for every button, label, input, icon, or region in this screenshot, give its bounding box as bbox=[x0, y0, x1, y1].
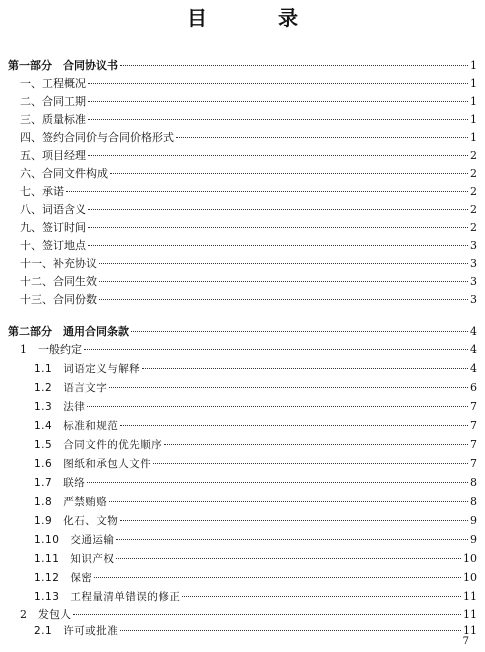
toc-label: 二、合同工期 bbox=[20, 95, 86, 108]
leader-dots bbox=[153, 463, 468, 464]
toc-entry[interactable] bbox=[34, 512, 477, 530]
page-title: 目 录 bbox=[187, 6, 330, 30]
toc-label: 十、签订地点 bbox=[20, 239, 86, 252]
toc-entry[interactable] bbox=[20, 129, 477, 147]
toc-label: 2.1 许可或批准 bbox=[34, 625, 119, 637]
leader-dots bbox=[131, 331, 468, 332]
toc-page-number: 8 bbox=[470, 476, 477, 489]
toc-label: 1.11 知识产权 bbox=[34, 553, 115, 565]
toc-page-number: 2 bbox=[470, 167, 477, 180]
toc-page-number: 1 bbox=[470, 95, 477, 108]
toc-entry[interactable] bbox=[34, 436, 477, 454]
leader-dots bbox=[120, 520, 468, 521]
toc-page-number: 3 bbox=[470, 275, 477, 288]
toc-label: 1.2 语言文字 bbox=[34, 382, 108, 394]
toc-entry[interactable] bbox=[20, 201, 477, 219]
toc-entry[interactable] bbox=[34, 455, 477, 473]
toc-label: 1.5 合同文件的优先顺序 bbox=[34, 439, 163, 451]
toc-part2-heading[interactable] bbox=[8, 323, 477, 341]
toc-page-number: 1 bbox=[470, 131, 477, 144]
toc-entry[interactable] bbox=[20, 237, 477, 255]
toc-label: 一、工程概况 bbox=[20, 77, 86, 90]
toc-label: 十三、合同份数 bbox=[20, 293, 97, 306]
leader-dots bbox=[88, 245, 468, 246]
toc-page-number: 7 bbox=[470, 400, 477, 413]
toc-page-number: 2 bbox=[470, 149, 477, 162]
toc-label: 1.7 联络 bbox=[34, 477, 86, 489]
toc-page-number: 2 bbox=[470, 221, 477, 234]
toc-label: 十二、合同生效 bbox=[20, 275, 97, 288]
toc-entry[interactable] bbox=[20, 165, 477, 183]
toc-entry[interactable] bbox=[34, 550, 477, 568]
toc-page-number: 7 bbox=[470, 438, 477, 451]
toc-page-number: 10 bbox=[463, 552, 477, 565]
toc-label: 1.8 严禁贿赂 bbox=[34, 496, 108, 508]
toc-page-number: 8 bbox=[470, 495, 477, 508]
toc-entry[interactable] bbox=[20, 255, 477, 273]
toc-page-number: 11 bbox=[463, 624, 477, 637]
toc-entry[interactable] bbox=[20, 93, 477, 111]
toc-entry[interactable] bbox=[20, 273, 477, 291]
toc-page-number: 6 bbox=[470, 381, 477, 394]
toc-page-number: 10 bbox=[463, 571, 477, 584]
toc-page-number: 3 bbox=[470, 239, 477, 252]
leader-dots bbox=[176, 137, 468, 138]
leader-dots bbox=[84, 349, 468, 350]
toc-label: 1.12 保密 bbox=[34, 572, 93, 584]
leader-dots bbox=[87, 482, 468, 483]
toc-page-number: 1 bbox=[470, 77, 477, 90]
toc-entry[interactable] bbox=[20, 147, 477, 165]
toc-page-number: 9 bbox=[470, 533, 477, 546]
toc-page-number: 4 bbox=[470, 343, 477, 356]
toc-label: 九、签订时间 bbox=[20, 221, 86, 234]
toc-label: 1.10 交通运输 bbox=[34, 534, 115, 546]
leader-dots bbox=[87, 406, 468, 407]
leader-dots bbox=[99, 281, 468, 282]
toc-entry[interactable] bbox=[34, 417, 477, 435]
toc-entry[interactable] bbox=[34, 588, 477, 606]
toc-entry[interactable] bbox=[20, 291, 477, 309]
leader-dots bbox=[109, 387, 468, 388]
toc-entry[interactable] bbox=[34, 379, 477, 397]
toc-label: 1.13 工程量清单错误的修正 bbox=[34, 591, 181, 603]
toc-label: 1.9 化石、文物 bbox=[34, 515, 119, 527]
toc-label: 五、项目经理 bbox=[20, 149, 86, 162]
leader-dots bbox=[99, 263, 468, 264]
leader-dots bbox=[88, 83, 468, 84]
leader-dots bbox=[94, 577, 461, 578]
toc-page-number: 9 bbox=[470, 514, 477, 527]
toc-entry[interactable] bbox=[34, 493, 477, 511]
toc-entry[interactable] bbox=[20, 341, 477, 359]
toc-page-number: 7 bbox=[470, 457, 477, 470]
leader-dots bbox=[110, 173, 468, 174]
toc-entry[interactable] bbox=[34, 398, 477, 416]
toc-page-number: 11 bbox=[463, 590, 477, 603]
toc-page-number: 2 bbox=[470, 185, 477, 198]
toc-page-number: 11 bbox=[463, 608, 477, 621]
leader-dots bbox=[116, 539, 468, 540]
toc-label: 1 一般约定 bbox=[20, 343, 82, 356]
toc-entry[interactable] bbox=[34, 360, 477, 378]
toc-label: 八、词语含义 bbox=[20, 203, 86, 216]
toc-page-number: 3 bbox=[470, 257, 477, 270]
toc-entry[interactable] bbox=[20, 219, 477, 237]
toc-page-number: 7 bbox=[470, 419, 477, 432]
leader-dots bbox=[120, 425, 468, 426]
leader-dots bbox=[88, 227, 468, 228]
leader-dots bbox=[99, 299, 468, 300]
toc-label: 1.4 标准和规范 bbox=[34, 420, 119, 432]
toc-label: 七、承诺 bbox=[20, 185, 64, 198]
toc-page-number: 1 bbox=[470, 113, 477, 126]
toc-part1-heading[interactable] bbox=[8, 57, 477, 75]
leader-dots bbox=[120, 65, 468, 66]
toc-entry[interactable] bbox=[20, 111, 477, 129]
leader-dots bbox=[88, 155, 468, 156]
toc-entry[interactable] bbox=[20, 183, 477, 201]
toc-label: 六、合同文件构成 bbox=[20, 167, 108, 180]
toc-label: 2 发包人 bbox=[20, 608, 71, 621]
toc-page-number: 2 bbox=[470, 203, 477, 216]
toc-label: 1.6 图纸和承包人文件 bbox=[34, 458, 152, 470]
leader-dots bbox=[73, 614, 461, 615]
leader-dots bbox=[142, 368, 468, 369]
toc-page-number: 3 bbox=[470, 293, 477, 306]
toc-entry[interactable] bbox=[20, 75, 477, 93]
leader-dots bbox=[164, 444, 468, 445]
toc-page-number: 4 bbox=[470, 362, 477, 375]
toc-label: 四、签约合同价与合同价格形式 bbox=[20, 131, 174, 144]
leader-dots bbox=[88, 101, 468, 102]
footer-page-number: 7 bbox=[462, 636, 469, 647]
toc-entry[interactable] bbox=[34, 622, 477, 640]
leader-dots bbox=[120, 630, 461, 631]
leader-dots bbox=[88, 119, 468, 120]
toc-entry[interactable] bbox=[34, 531, 477, 549]
leader-dots bbox=[109, 501, 468, 502]
toc-label: 1.3 法律 bbox=[34, 401, 86, 413]
toc-entry[interactable] bbox=[34, 569, 477, 587]
toc-label: 三、质量标准 bbox=[20, 113, 86, 126]
leader-dots bbox=[66, 191, 468, 192]
toc-page-number: 1 bbox=[470, 59, 477, 72]
leader-dots bbox=[182, 596, 461, 597]
toc-label: 1.1 词语定义与解释 bbox=[34, 363, 141, 375]
toc-label: 第二部分 通用合同条款 bbox=[8, 325, 129, 338]
toc-label: 第一部分 合同协议书 bbox=[8, 59, 118, 72]
toc-page-number: 4 bbox=[470, 325, 477, 338]
leader-dots bbox=[88, 209, 468, 210]
leader-dots bbox=[116, 558, 461, 559]
toc-label: 十一、补充协议 bbox=[20, 257, 97, 270]
toc-entry[interactable] bbox=[34, 474, 477, 492]
